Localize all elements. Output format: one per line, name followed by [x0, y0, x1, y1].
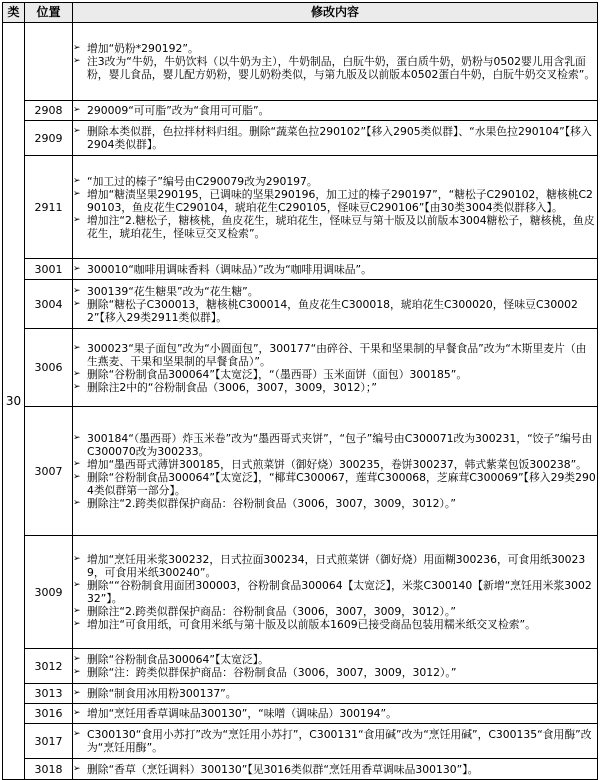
position-cell: 3016	[25, 704, 73, 724]
change-text: 删除“谷粉制食品300064”【太宽泛】。	[87, 653, 269, 666]
change-item	[73, 707, 597, 720]
change-text: C300130“食用小苏打”改为“烹饪用小苏打”，C300131“食用碱”改为“烹饪用碱”，C300135“食用酶”改为“烹饪用酶”。	[87, 728, 592, 754]
change-text: 删除注“2.跨类似群保护商品：谷粉制食品（3006，3007，3009，3012）。”	[87, 497, 456, 510]
change-item	[73, 579, 597, 605]
change-text: 增加“烹饪用米浆300232，日式拉面300234，日式煎菜饼（御好烧）用面糊300236，可食用纸300239，可食用米纸300240”。	[87, 553, 586, 579]
changes-cell	[73, 724, 598, 759]
arrow-bullet-icon: ➢	[73, 381, 81, 392]
change-text: 删除““谷粉制食用面团300003，谷粉制食品300064【太宽泛】，米浆C300140【新增“烹饪用米浆300232”】。	[87, 579, 592, 605]
change-text: 300010“咖啡用调味香料（调味品）”改为“咖啡用调味品”。	[87, 262, 372, 276]
change-item	[73, 42, 597, 55]
change-text: 删除“香草（烹饪调料）300130”【见3016类似群“烹饪用香草调味品300130”】。	[87, 762, 479, 776]
change-item	[73, 553, 597, 579]
arrow-bullet-icon: ➢	[73, 175, 81, 186]
arrow-bullet-icon: ➢	[73, 298, 81, 309]
change-text: 删除注2中的“谷粉制食品（3006，3007，3009，3012）；”	[87, 380, 377, 394]
change-item	[73, 763, 597, 776]
change-text: 删除“注：跨类似群保护商品：谷粉制食品（3006，3007，3009，3012）。”	[87, 666, 457, 679]
position-cell: 3013	[25, 684, 73, 704]
arrow-bullet-icon: ➢	[73, 580, 81, 590]
change-text: “加工过的榛子”编号由C290079改为290197。	[87, 174, 318, 188]
change-item	[73, 55, 597, 81]
table-row	[3, 704, 598, 724]
arrow-bullet-icon: ➢	[73, 263, 81, 274]
table-row	[3, 536, 598, 649]
table-row	[3, 759, 598, 780]
change-text: 删除本类似群，色拉拌材料归组。删除“蔬菜色拉290102”【移入2905类似群】、“水果色拉290104”【移入2904类似群】。	[87, 125, 592, 151]
change-text: 300023“果子面包”改为“小圆面包”，300177“由碎谷、干果和坚果制的早餐食品”改为“木斯里麦片（由生燕麦、干果和坚果制的早餐食品）”。	[87, 341, 587, 368]
header-row	[3, 3, 598, 23]
change-item	[73, 298, 597, 324]
changes-cell	[73, 759, 598, 780]
change-text: 删除注“2.跨类似群保护商品：谷粉制食品（3006，3007，3009，3012）。”	[87, 605, 456, 618]
change-item	[73, 188, 597, 214]
change-item	[73, 285, 597, 298]
change-item	[73, 342, 597, 368]
arrow-bullet-icon: ➢	[73, 554, 81, 564]
changes-cell	[73, 121, 598, 156]
arrow-bullet-icon: ➢	[73, 619, 81, 629]
changes-cell	[73, 704, 598, 724]
change-text: 290009“可可脂”改为“食用可可脂”。	[87, 104, 270, 117]
change-text: 300184“（墨西哥）炸玉米卷”改为“墨西哥式夹饼”，“包子”编号由C300071改为300231，“饺子”编号由C300070改为300233。	[87, 432, 593, 458]
change-text: 增加注“可食用纸，可食用米纸与第十版及以前版本1609已接受商品包装用糯米纸交叉检索”。	[87, 618, 536, 631]
change-item	[73, 175, 597, 188]
position-cell: 2911	[25, 156, 73, 259]
changes-cell	[73, 536, 598, 649]
arrow-bullet-icon: ➢	[73, 56, 81, 66]
arrow-bullet-icon: ➢	[73, 606, 81, 616]
table-row	[3, 649, 598, 684]
table-row	[3, 121, 598, 156]
change-item	[73, 104, 597, 117]
change-text: 增加注“2.糖松子，糖核桃，鱼皮花生，琥珀花生，怪味豆与第十版及以前版本3004糖松子，糖核桃，鱼皮花生，琥珀花生，怪味豆交叉检索”。	[87, 213, 595, 240]
change-item	[73, 432, 597, 458]
change-text: 增加“墨西哥式薄饼300185，日式煎菜饼（御好烧）300235，卷饼300237，韩式紫菜包饭300238”。	[87, 458, 587, 471]
arrow-bullet-icon: ➢	[73, 688, 81, 698]
changes-cell	[73, 329, 598, 407]
change-item	[73, 125, 597, 151]
position-cell: 3012	[25, 649, 73, 684]
arrow-bullet-icon: ➢	[73, 459, 81, 469]
table-row	[3, 407, 598, 536]
table-row	[3, 724, 598, 759]
changes-cell	[73, 23, 598, 101]
header-class: 类	[3, 3, 25, 23]
change-item	[73, 618, 597, 631]
change-item	[73, 666, 597, 679]
header-position: 位置	[25, 3, 73, 23]
arrow-bullet-icon: ➢	[73, 729, 81, 739]
change-item	[73, 381, 597, 394]
change-text: 注3改为“牛奶，牛奶饮料（以牛奶为主），牛奶制品，白朊牛奶，蛋白质牛奶，奶粉与0502婴儿用含乳面粉，婴儿食品，婴儿配方奶粉，婴儿奶粉类似，与第九版及以前版本0502蛋白牛奶，白朊牛奶交叉检索”。	[87, 55, 596, 81]
change-item	[73, 653, 597, 666]
table-row	[3, 101, 598, 121]
change-text: 删除“糖松子C300013，糖核桃C300014，鱼皮花生C300018，琥珀花生C300020，怪味豆C300022”【移入29类2911类似群】。	[87, 297, 578, 324]
arrow-bullet-icon: ➢	[73, 498, 81, 508]
position-cell: 3017	[25, 724, 73, 759]
position-cell	[25, 23, 73, 101]
arrow-bullet-icon: ➢	[73, 708, 81, 718]
change-text: 删除“谷粉制食品300064”【太宽泛】，“椰茸C300067，莲茸C300068，芝麻茸C300069”【移入29类2904类似群第一部分】。	[87, 471, 596, 497]
change-item	[73, 728, 597, 754]
arrow-bullet-icon: ➢	[73, 126, 81, 136]
arrow-bullet-icon: ➢	[73, 472, 81, 482]
position-cell: 3004	[25, 280, 73, 329]
table-row	[3, 684, 598, 704]
change-text: 删除“谷粉制食品300064”【太宽泛】，“（墨西哥）玉米面饼（面包）300185”。	[87, 367, 468, 381]
position-cell: 3009	[25, 536, 73, 649]
arrow-bullet-icon: ➢	[73, 342, 81, 353]
table-row	[3, 280, 598, 329]
change-item	[73, 263, 597, 276]
change-text: 增加“烹饪用香草调味品300130”，“味噌（调味品）300194”。	[87, 707, 397, 720]
class-number-cell: 30	[3, 23, 25, 780]
table-row	[3, 259, 598, 280]
position-cell: 3018	[25, 759, 73, 780]
revision-table	[2, 2, 598, 780]
changes-cell	[73, 649, 598, 684]
position-cell: 3006	[25, 329, 73, 407]
arrow-bullet-icon: ➢	[73, 654, 81, 664]
changes-cell	[73, 280, 598, 329]
change-item	[73, 687, 597, 700]
change-item	[73, 214, 597, 240]
table-row	[3, 329, 598, 407]
arrow-bullet-icon: ➢	[73, 667, 81, 677]
position-cell: 2908	[25, 101, 73, 121]
change-item	[73, 605, 597, 618]
change-item	[73, 497, 597, 510]
position-cell: 2909	[25, 121, 73, 156]
arrow-bullet-icon: ➢	[73, 285, 81, 296]
change-item	[73, 471, 597, 497]
change-text: 增加“糖渍坚果290195，已调味的坚果290196，加工过的榛子290197”，“糖松子C290102，糖核桃C290103，鱼皮花生C290104，琥珀花生C290105，怪味豆C290106”【由30类3004类似群移入】。	[87, 187, 593, 214]
changes-cell	[73, 156, 598, 259]
arrow-bullet-icon: ➢	[73, 763, 81, 774]
position-cell: 3001	[25, 259, 73, 280]
changes-cell	[73, 101, 598, 121]
table-row	[3, 23, 598, 101]
arrow-bullet-icon: ➢	[73, 188, 81, 199]
change-text: 增加“奶粉*290192”。	[87, 42, 199, 55]
table-row	[3, 156, 598, 259]
changes-cell	[73, 407, 598, 536]
arrow-bullet-icon: ➢	[73, 433, 81, 443]
changes-cell	[73, 684, 598, 704]
arrow-bullet-icon: ➢	[73, 105, 81, 115]
changes-cell	[73, 259, 598, 280]
arrow-bullet-icon: ➢	[73, 214, 81, 225]
change-text: 删除“制食用冰用粉300137”。	[87, 687, 237, 700]
change-item	[73, 458, 597, 471]
arrow-bullet-icon: ➢	[73, 368, 81, 379]
change-item	[73, 368, 597, 381]
arrow-bullet-icon: ➢	[73, 43, 81, 53]
change-text: 300139“花生糖果”改为“花生糖”。	[87, 284, 259, 298]
header-changes: 修改内容	[73, 3, 598, 23]
position-cell: 3007	[25, 407, 73, 536]
